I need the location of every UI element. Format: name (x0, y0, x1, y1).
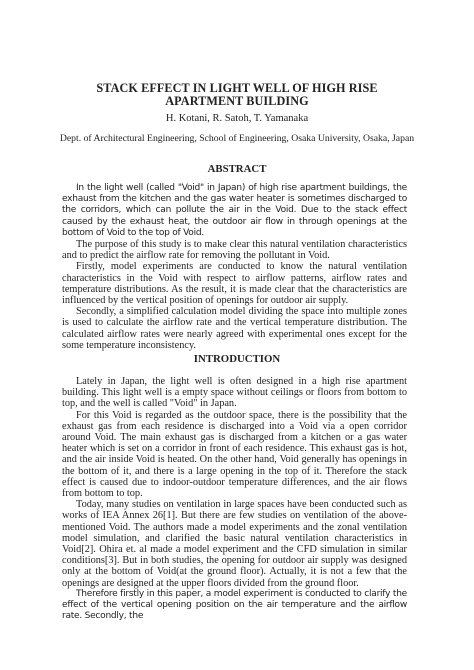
introduction-body (62, 376, 407, 622)
authors: H. Kotani, R. Satoh, T. Yamanaka (165, 113, 309, 124)
abstract-paragraph: Secondly, a simplified calculation model dividing the space into multiple zones is used to calculate the airflow rate and the vertical temperature distribution. The calculated airflow rates were nearly agreed with experimental ones except for the some temperature inconsistency. (62, 306, 407, 351)
introduction-paragraph: For this Void is regarded as the outdoor space, there is the possibility that the exhaust gas from each residence is discharged into a Void via a open corridor around Void. The main exhaust gas is discharged from a kitchen or a gas water heater which is set on a corridor in front of each residence. This exhaust gas is hot, and the air inside Void is heated. On the other hand, Void generally has openings in the bottom of it, and there is a large opening in the top of it. Therefore the stack effect is caused due to indoor-outdoor temperature differences, and the air flows from bottom to top. (62, 409, 407, 500)
title-line-1: STACK EFFECT IN LIGHT WELL OF HIGH RISE (96, 81, 378, 95)
affiliation: Dept. of Architectural Engineering, School of Engineering, Osaka University, Osaka, Japan (59, 133, 415, 144)
abstract-paragraph: Firstly, model experiments are conducted to know the natural ventilation characteristics in the Void with respect to airflow patterns, airflow rates and temperature distributions. As the result, it is made clear that the characteristics are influenced by the vertical position of openings for outdoor air supply. (62, 261, 407, 307)
introduction-heading: INTRODUCTION (193, 353, 281, 365)
introduction-paragraph: Today, many studies on ventilation in large spaces have been conducted such as works of IEA Annex 26[1]. But there are few studies on ventilation of the above-mentioned Void. The authors made a model experiments and the zonal ventilation model simulation, and clarified the basic natural ventilation characteristics in Void[2]. Ohira et. al made a model experiment and the CFD simulation in similar conditions[3]. But in both studies, the opening for outdoor air supply was designed only at the bottom of Void(at the ground floor). Actually, it is not a few that the openings are designed at the upper floors divided from the ground floor. (62, 499, 407, 589)
abstract-body (62, 183, 407, 351)
title-line-2: APARTMENT BUILDING (165, 94, 309, 108)
abstract-heading: ABSTRACT (207, 163, 267, 175)
paper-title (40, 82, 434, 108)
introduction-paragraph: Lately in Japan, the light well is often designed in a high rise apartment building. This light well is a empty space without ceilings or floors from bottom to top, and the well is called "Void" in Japan. (62, 376, 407, 410)
abstract-paragraph: In the light well (called "Void" in Japan) of high rise apartment buildings, the exhaust from the kitchen and the gas water heater is sometimes discharged to the corridors, which can pollute the air in the Void. Due to the stack effect caused by the exhaust heat, the outdoor air flow in through openings at the bottom of Void to the top of Void. (62, 183, 407, 238)
introduction-paragraph: Therefore firstly in this paper, a model experiment is conducted to clarify the effect of the vertical opening position on the air temperature and the airflow rate. Secondly, the (62, 588, 407, 622)
abstract-paragraph: The purpose of this study is to make clear this natural ventilation characteristics and to predict the airflow rate for removing the pollutant in Void. (62, 239, 407, 262)
